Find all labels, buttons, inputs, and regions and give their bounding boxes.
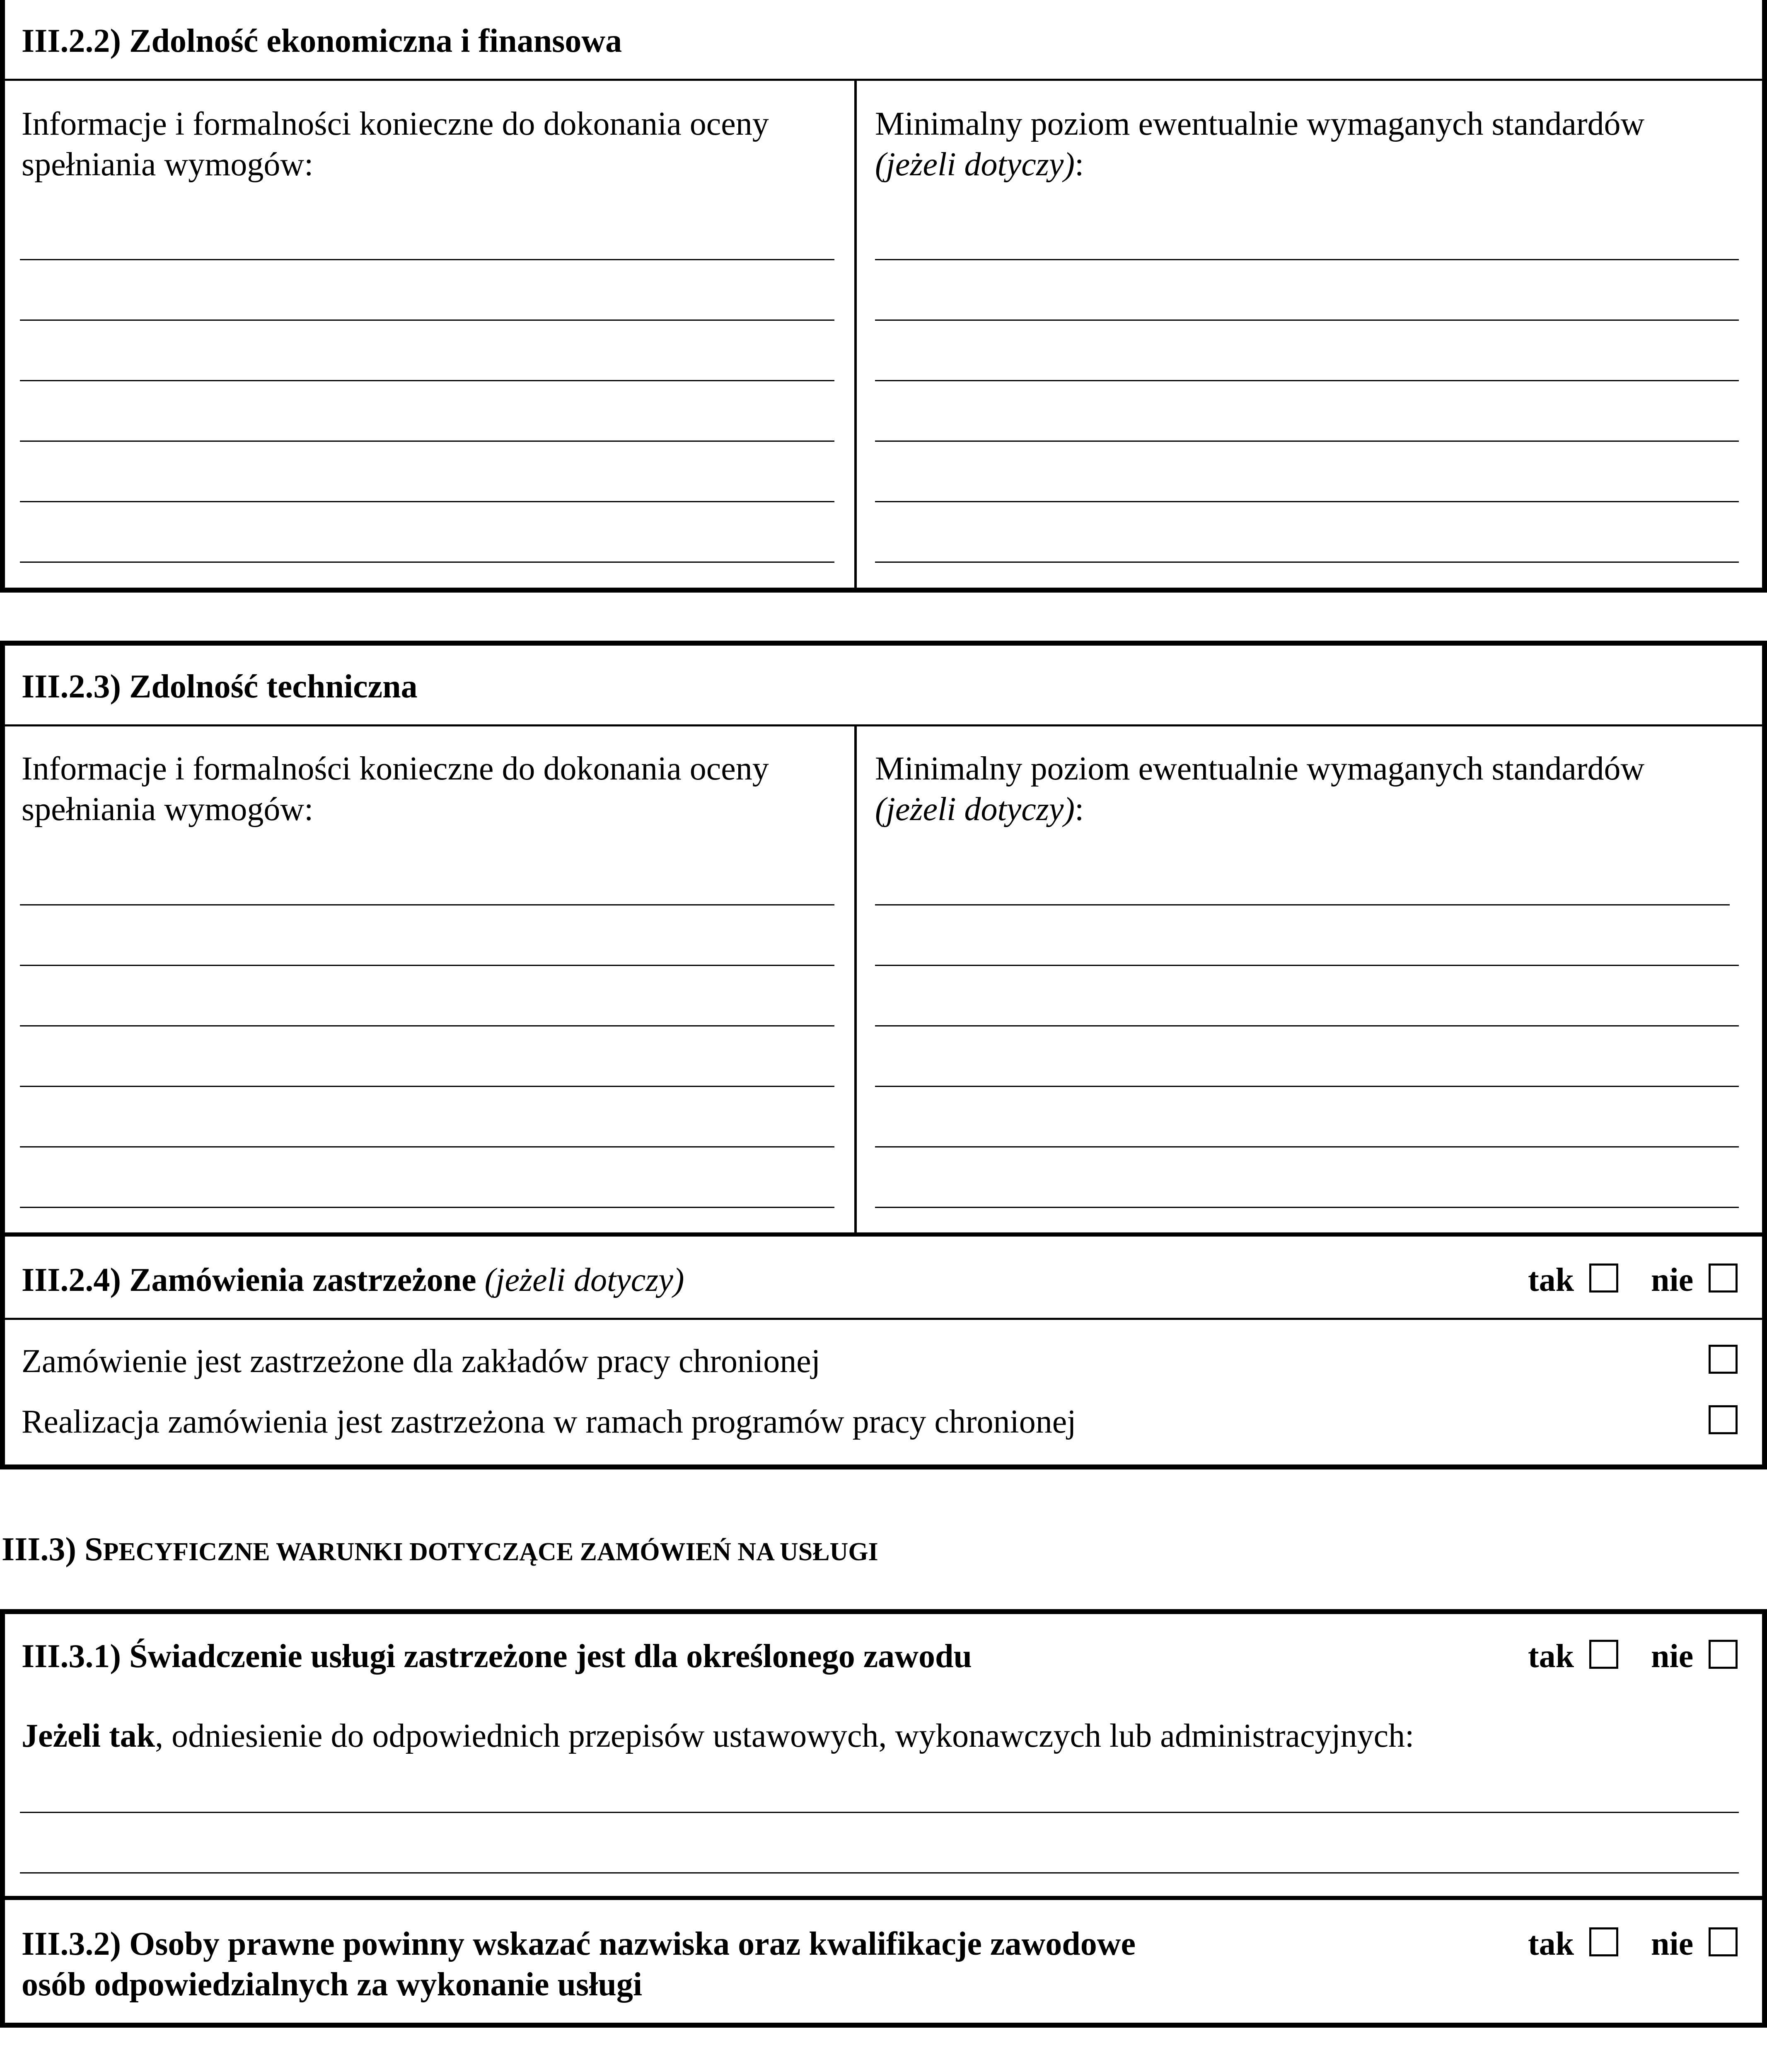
left-column-label bbox=[22, 104, 769, 185]
yes-checkbox[interactable] bbox=[1589, 1264, 1618, 1293]
answer-line-left[interactable] bbox=[20, 380, 834, 381]
no-label: nie bbox=[1651, 1926, 1694, 1962]
answer-line-right[interactable] bbox=[875, 441, 1739, 442]
section-iii-3-2-heading bbox=[22, 1924, 1136, 2005]
section-iii-3-2-heading-line1: III.3.2) Osoby prawne powinny wskazać nazwiska oraz kwalifikacje zawodowe bbox=[22, 1926, 1136, 1962]
answer-line-left[interactable] bbox=[20, 1207, 834, 1208]
if-yes-label: Jeżeli tak bbox=[22, 1718, 155, 1754]
answer-line-right[interactable] bbox=[875, 380, 1739, 381]
left-column-label bbox=[22, 748, 769, 830]
answer-line-right[interactable] bbox=[875, 501, 1739, 502]
section-divider bbox=[0, 724, 1767, 726]
no-label: nie bbox=[1651, 1638, 1694, 1675]
section-iii-3-heading bbox=[2, 1529, 878, 1572]
answer-line-left[interactable] bbox=[20, 501, 834, 502]
section-iii-2-4-heading bbox=[22, 1260, 684, 1300]
yes-label: tak bbox=[1528, 1262, 1574, 1298]
right-label-line1: Minimalny poziom ewentualnie wymaganych standardów bbox=[875, 750, 1645, 787]
left-label-line2: spełniania wymogów: bbox=[22, 791, 314, 828]
reserved-option-2-checkbox[interactable] bbox=[1709, 1405, 1738, 1434]
section-iii-2-3-heading: III.2.3) Zdolność techniczna bbox=[22, 668, 418, 705]
no-checkbox[interactable] bbox=[1709, 1264, 1738, 1293]
reserved-option-2-label: Realizacja zamówienia jest zastrzeżona w ramach programów pracy chronionej bbox=[22, 1404, 1076, 1440]
reference-instruction: , odniesienie do odpowiednich przepisów ustawowych, wykonawczych lub administracyjnych: bbox=[155, 1718, 1414, 1754]
no-checkbox[interactable] bbox=[1709, 1927, 1738, 1956]
left-label-line2: spełniania wymogów: bbox=[22, 146, 314, 183]
answer-line-left[interactable] bbox=[20, 1146, 834, 1147]
answer-line-left[interactable] bbox=[20, 965, 834, 966]
answer-line-right[interactable] bbox=[875, 1146, 1739, 1147]
section-divider bbox=[0, 79, 1767, 81]
answer-line-left[interactable] bbox=[20, 259, 834, 260]
yes-label: tak bbox=[1528, 1638, 1574, 1675]
no-label: nie bbox=[1651, 1262, 1694, 1298]
answer-line-right[interactable] bbox=[875, 1025, 1739, 1026]
yes-label: tak bbox=[1528, 1926, 1574, 1962]
right-label-suffix: : bbox=[1075, 146, 1084, 183]
answer-line-left[interactable] bbox=[20, 320, 834, 321]
section-iii-3-heading-rest: PECYFICZNE WARUNKI DOTYCZĄCE ZAMÓWIEŃ NA USŁUGI bbox=[103, 1538, 878, 1566]
answer-line-right[interactable] bbox=[875, 259, 1739, 260]
answer-line[interactable] bbox=[20, 1872, 1739, 1874]
yes-checkbox[interactable] bbox=[1589, 1927, 1618, 1956]
section-iii-3-2-heading-line2: osób odpowiedzialnych za wykonanie usługi bbox=[22, 1966, 643, 2003]
section-divider bbox=[0, 1896, 1767, 1900]
column-divider bbox=[854, 79, 857, 588]
right-column-label bbox=[875, 748, 1644, 830]
answer-line-left[interactable] bbox=[20, 904, 834, 905]
answer-line-right[interactable] bbox=[875, 562, 1739, 563]
right-label-italic: (jeżeli dotyczy) bbox=[875, 791, 1075, 828]
answer-line-left[interactable] bbox=[20, 1086, 834, 1087]
answer-line-right[interactable] bbox=[875, 1086, 1739, 1087]
answer-line-left[interactable] bbox=[20, 562, 834, 563]
answer-line-left[interactable] bbox=[20, 441, 834, 442]
answer-line[interactable] bbox=[20, 1812, 1739, 1813]
answer-line-left[interactable] bbox=[20, 1025, 834, 1026]
right-column-label bbox=[875, 104, 1644, 185]
no-checkbox[interactable] bbox=[1709, 1640, 1738, 1669]
left-label-line1: Informacje i formalności konieczne do dokonania oceny bbox=[22, 750, 769, 787]
right-label-italic: (jeżeli dotyczy) bbox=[875, 146, 1075, 183]
column-divider bbox=[854, 724, 857, 1234]
answer-line-right[interactable] bbox=[875, 1207, 1739, 1208]
section-iii-3-heading-prefix: III.3) S bbox=[2, 1531, 103, 1568]
section-iii-2-2-box bbox=[0, 0, 1767, 593]
reserved-option-1-label: Zamówienie jest zastrzeżone dla zakładów pracy chronionej bbox=[22, 1343, 821, 1380]
section-iii-2-4-title: III.2.4) Zamówienia zastrzeżone bbox=[22, 1262, 476, 1298]
section-iii-2-4-qualifier: (jeżeli dotyczy) bbox=[484, 1262, 684, 1298]
section-iii-3-1-reference-label bbox=[22, 1716, 1414, 1756]
section-divider bbox=[0, 1318, 1767, 1320]
section-iii-2-2-heading: III.2.2) Zdolność ekonomiczna i finansowa bbox=[22, 23, 622, 59]
right-label-suffix: : bbox=[1075, 791, 1084, 828]
reserved-option-1-checkbox[interactable] bbox=[1709, 1345, 1738, 1374]
answer-line-right[interactable] bbox=[875, 965, 1739, 966]
answer-line-right[interactable] bbox=[875, 320, 1739, 321]
left-label-line1: Informacje i formalności konieczne do dokonania oceny bbox=[22, 106, 769, 142]
section-iii-3-1-heading: III.3.1) Świadczenie usługi zastrzeżone jest dla określonego zawodu bbox=[22, 1638, 972, 1675]
answer-line-right[interactable] bbox=[875, 904, 1730, 905]
right-label-line1: Minimalny poziom ewentualnie wymaganych standardów bbox=[875, 106, 1645, 142]
yes-checkbox[interactable] bbox=[1589, 1640, 1618, 1669]
section-divider bbox=[0, 1232, 1767, 1237]
